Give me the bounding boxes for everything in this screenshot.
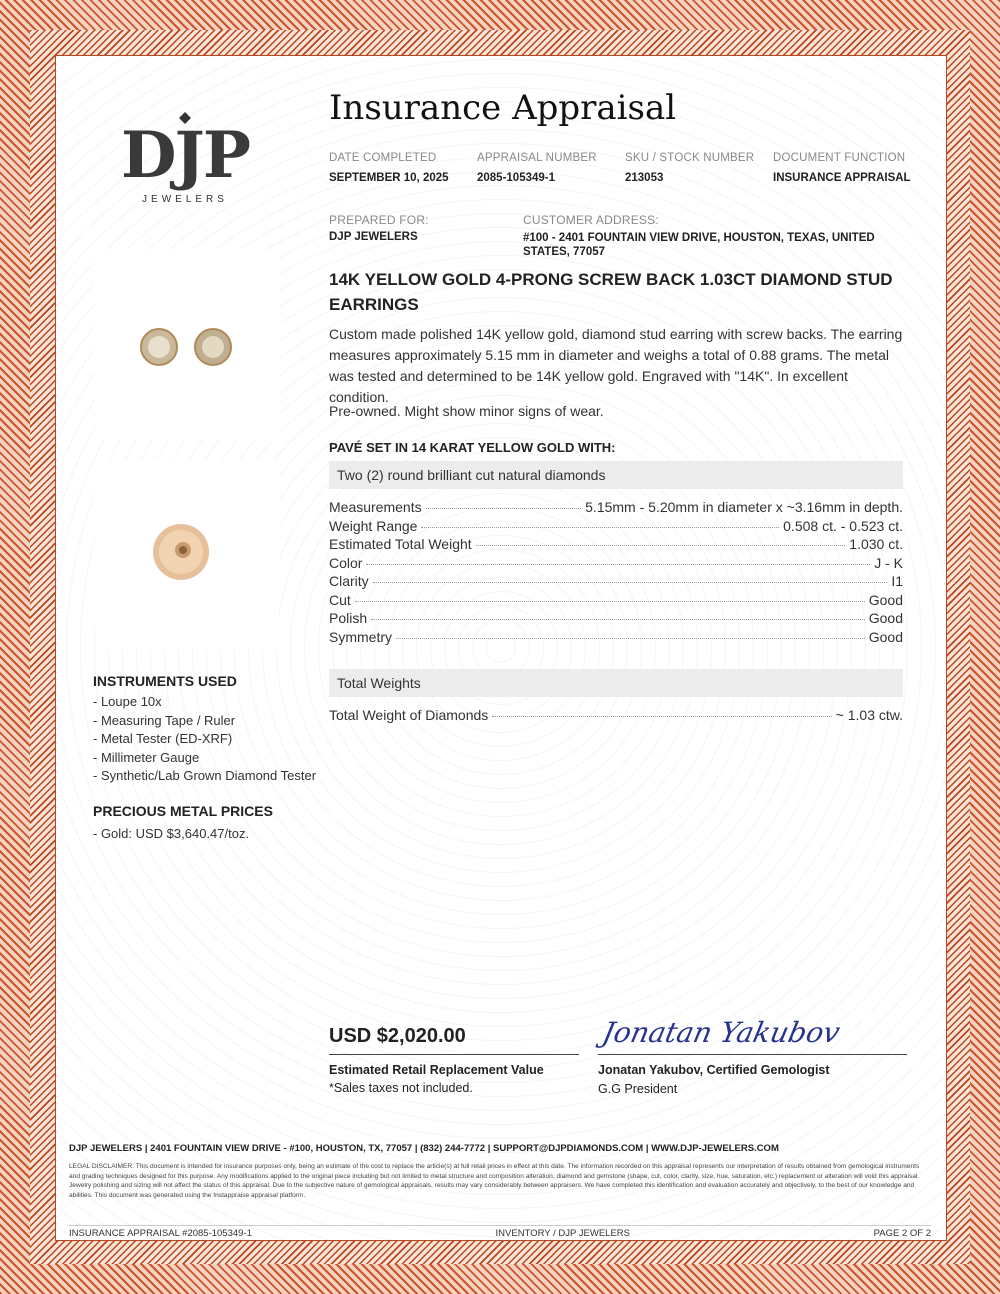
earring-back-image [95, 460, 279, 650]
spec-value: 0.508 ct. - 0.523 ct. [783, 517, 903, 534]
valuation-label: Estimated Retail Replacement Value [329, 1063, 544, 1077]
metal-prices-section [93, 803, 323, 844]
meta-label: SKU / STOCK NUMBER [625, 152, 755, 164]
meta-value: SEPTEMBER 10, 2025 [329, 172, 449, 184]
spec-label: Cut [329, 591, 351, 608]
spec-value: 5.15mm - 5.20mm in diameter x ~3.16mm in depth. [585, 499, 903, 515]
dot-leader [492, 716, 831, 717]
prepared-for [329, 213, 519, 243]
spec-value: Good [868, 610, 903, 626]
setting-heading: PAVÉ SET IN 14 KARAT YELLOW GOLD WITH: [329, 440, 616, 455]
metal-prices-heading: PRECIOUS METAL PRICES [93, 803, 273, 819]
item-condition: Pre-owned. Might show minor signs of wear. [329, 403, 604, 419]
spec-row [329, 573, 903, 592]
meta-label: DOCUMENT FUNCTION [773, 152, 906, 164]
meta-label: DATE COMPLETED [329, 152, 437, 164]
prepared-for-value: DJP JEWELERS [329, 231, 418, 243]
signature-underline [598, 1054, 907, 1055]
dot-leader [426, 508, 582, 509]
spec-value: Good [868, 628, 903, 645]
stones-bar: Two (2) round brilliant cut natural diamonds [329, 461, 903, 489]
legal-disclaimer: LEGAL DISCLAIMER: This document is intended for insurance purposes only, being an estimate of the cost to replace the article(s) at full retail prices in effect at this date. The information recorded on this appraisal represents our interpretation of results obtained from gemological instruments and grading techniques designed for this purpose. Any modifications applied to the original piece including but not limited to metal structure and composition alteration, diamond and gemstone (shape, cut, color, clarity, size, hue, saturation, etc.) replacement or alteration will void this appraisal. Jewelry polishing and sizing will not affect the status of this appraisal. Due to the subjective nature of gemological appraisals, results may vary considerably between appraisers. We have completed this identification and evaluation accurately and objectively, to the best of our knowledge and abilities. This document was generated using the Instappraise appraisal platform. [69, 1163, 920, 1199]
instrument-item: - Synthetic/Lab Grown Diamond Tester [93, 768, 317, 783]
footer-appraisal-id: INSURANCE APPRAISAL #2085-105349-1 [69, 1228, 252, 1239]
spec-row [329, 518, 903, 537]
total-value: ~ 1.03 ctw. [835, 707, 903, 723]
dot-leader [355, 601, 865, 602]
product-photo-back [95, 460, 279, 650]
prepared-for-label: PREPARED FOR: [329, 213, 429, 227]
spec-list [329, 499, 903, 647]
spec-row [329, 592, 903, 611]
page-footer [69, 1225, 931, 1239]
valuation-note: *Sales taxes not included. [329, 1081, 473, 1095]
djp-logo [105, 110, 265, 210]
dot-leader [421, 527, 779, 528]
spec-value: J - K [874, 554, 903, 571]
spec-row [329, 610, 903, 629]
totals-bar: Total Weights [329, 669, 903, 697]
price-underline [329, 1054, 579, 1055]
meta-sku [625, 152, 773, 184]
spec-value: Good [868, 591, 903, 608]
totals-list [329, 707, 903, 726]
meta-appraisal-number [477, 152, 625, 184]
spec-row [329, 499, 903, 518]
footer-contact: DJP JEWELERS | 2401 FOUNTAIN VIEW DRIVE - #100, HOUSTON, TX, 77057 | (832) 244-7772 | SUPPORT@DJPDIAMONDS.COM | WWW.DJP-JEWELERS.COM [69, 1143, 779, 1154]
page-title: Insurance Appraisal [329, 88, 677, 128]
logo-text: DJP [121, 118, 249, 193]
instrument-item: - Millimeter Gauge [93, 749, 200, 765]
logo-subtext: JEWELERS [142, 194, 228, 205]
dot-leader [366, 564, 870, 565]
spec-value: I1 [891, 573, 903, 589]
meta-document-function [773, 152, 923, 184]
signature-name: Jonatan Yakubov, Certified Gemologist [598, 1063, 830, 1077]
instruments-heading: INSTRUMENTS USED [93, 673, 237, 689]
signature-script: Jonatan Yakubov [599, 1016, 843, 1049]
footer-inventory: INVENTORY / DJP JEWELERS [495, 1228, 630, 1239]
metal-price-item: - Gold: USD $3,640.47/toz. [93, 826, 250, 841]
signature-title: G.G President [598, 1082, 678, 1096]
meta-value: INSURANCE APPRAISAL [773, 172, 911, 184]
spec-label: Color [329, 554, 363, 571]
instrument-item: - Metal Tester (ED-XRF) [93, 731, 233, 746]
address-value: #100 - 2401 FOUNTAIN VIEW DRIVE, HOUSTON, TEXAS, UNITED STATES, 77057 [523, 232, 875, 258]
spec-label: Clarity [329, 573, 369, 589]
spec-label: Polish [329, 610, 368, 626]
spec-label: Estimated Total Weight [329, 536, 472, 552]
spec-label: Measurements [329, 499, 422, 515]
dot-leader [373, 582, 888, 583]
dot-leader [476, 545, 846, 546]
footer-page-number: PAGE 2 OF 2 [873, 1228, 931, 1239]
valuation-price: USD $2,020.00 [329, 1025, 466, 1047]
item-title: 14K YELLOW GOLD 4-PRONG SCREW BACK 1.03CT DIAMOND STUD EARRINGS [329, 270, 893, 314]
spec-row [329, 536, 903, 555]
product-photo-front [95, 250, 279, 440]
total-row [329, 707, 903, 726]
customer-address [523, 213, 903, 259]
address-label: CUSTOMER ADDRESS: [523, 213, 659, 227]
meta-date [329, 152, 477, 184]
dot-leader [371, 619, 865, 620]
meta-value: 213053 [625, 172, 664, 184]
dot-leader [396, 638, 865, 639]
earring-pair-image [95, 250, 279, 440]
spec-label: Symmetry [329, 628, 392, 645]
spec-label: Weight Range [329, 517, 418, 534]
spec-row [329, 629, 903, 648]
instruments-section [93, 673, 323, 786]
spec-row [329, 555, 903, 574]
meta-label: APPRAISAL NUMBER [477, 152, 597, 164]
instrument-item: - Loupe 10x [93, 694, 162, 709]
meta-value: 2085-105349-1 [477, 172, 556, 184]
instrument-item: - Measuring Tape / Ruler [93, 712, 236, 728]
spec-value: 1.030 ct. [849, 536, 903, 552]
item-description: Custom made polished 14K yellow gold, diamond stud earring with screw backs. The earring measures approximately 5.15 mm in diameter and weighs a total of 0.88 grams. The metal was tested and determined to be 14K yellow gold. Engraved with "14K". In excellent condition. [329, 326, 903, 405]
total-label: Total Weight of Diamonds [329, 707, 489, 723]
